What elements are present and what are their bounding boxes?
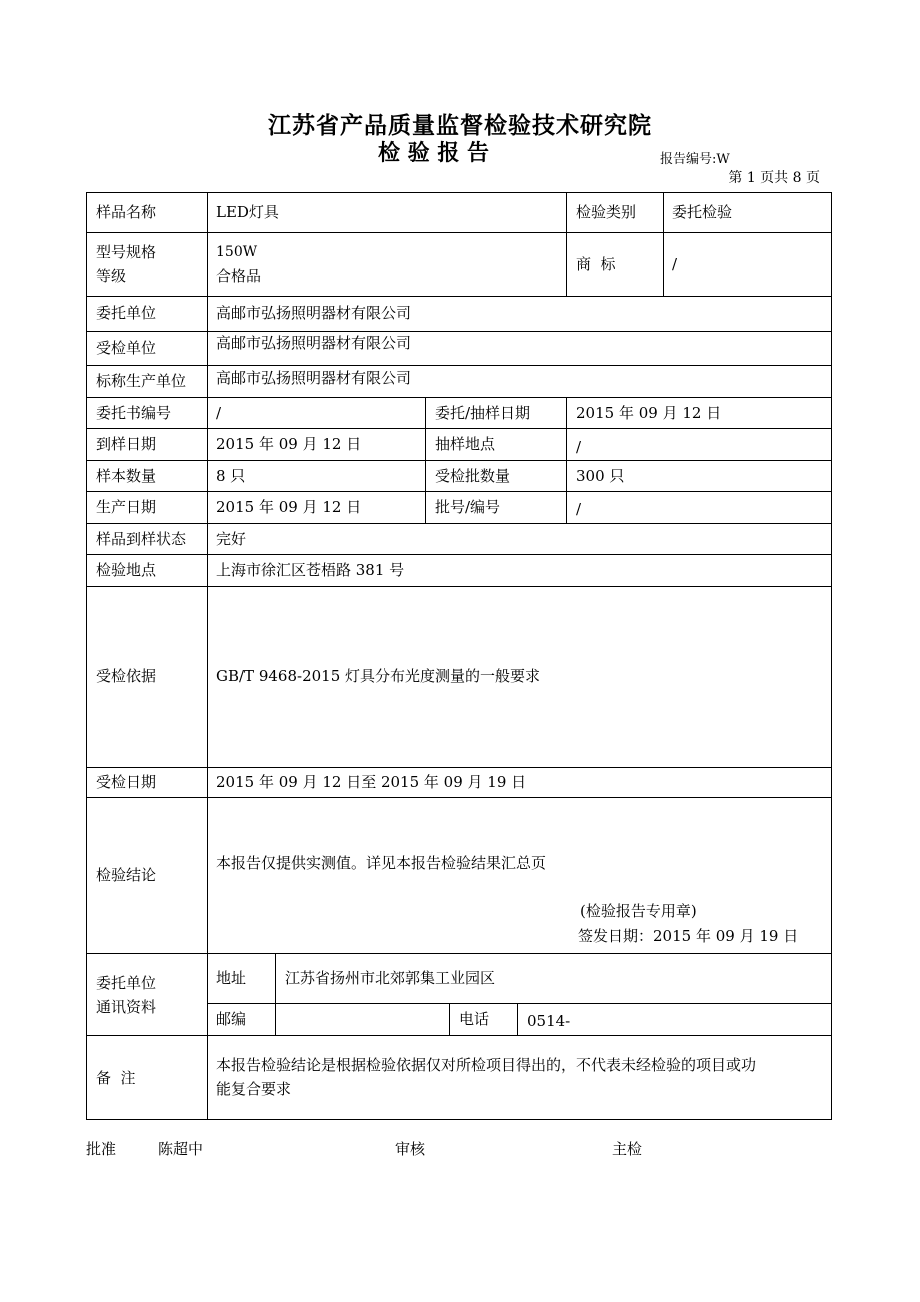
report-title: 检 验 报 告 bbox=[378, 141, 489, 166]
grade-value: 合格品 bbox=[216, 267, 262, 285]
sample-qty-value: 8 只 bbox=[216, 467, 246, 485]
contact-label: 委托单位 bbox=[96, 974, 157, 992]
batch-no-label: 批号/编号 bbox=[435, 498, 501, 516]
conclusion-label: 检验结论 bbox=[96, 866, 157, 884]
test-date-value: 2015 年 09 月 12 日至 2015 年 09 月 19 日 bbox=[216, 773, 527, 791]
inspection-type-label: 检验类别 bbox=[576, 203, 637, 221]
sample-name-value: LED灯具 bbox=[216, 203, 279, 221]
grade-label: 等级 bbox=[96, 267, 127, 285]
manufacturer-value: 高邮市弘扬照明器材有限公司 bbox=[216, 369, 412, 387]
arrival-date-value: 2015 年 09 月 12 日 bbox=[216, 435, 362, 453]
arrival-date-label: 到样日期 bbox=[96, 435, 157, 453]
sampling-place-label: 抽样地点 bbox=[435, 435, 496, 453]
issue-date: 签发日期：2015 年 09 月 19 日 bbox=[578, 927, 799, 945]
row-divider bbox=[86, 428, 832, 429]
review-label: 审核 bbox=[395, 1140, 426, 1158]
sample-state-value: 完好 bbox=[216, 530, 247, 548]
row-divider bbox=[86, 1035, 832, 1036]
production-date-value: 2015 年 09 月 12 日 bbox=[216, 498, 362, 516]
column-divider bbox=[425, 397, 426, 523]
inspected-unit-value: 高邮市弘扬照明器材有限公司 bbox=[216, 334, 412, 352]
model-value: 150W bbox=[216, 244, 258, 260]
column-divider bbox=[275, 953, 276, 1035]
sampling-date-value: 2015 年 09 月 12 日 bbox=[576, 404, 722, 422]
seal-text: (检验报告专用章) bbox=[580, 902, 697, 920]
commission-no-value: / bbox=[216, 404, 222, 422]
sample-qty-label: 样本数量 bbox=[96, 467, 157, 485]
sample-state-label: 样品到样状态 bbox=[96, 530, 187, 548]
batch-qty-label: 受检批数量 bbox=[435, 467, 511, 485]
manufacturer-label: 标称生产单位 bbox=[96, 372, 187, 390]
column-divider bbox=[207, 192, 208, 1120]
test-place-label: 检验地点 bbox=[96, 561, 157, 579]
contact-label-2: 通讯资料 bbox=[96, 998, 157, 1016]
row-divider bbox=[86, 586, 832, 587]
batch-no-value: / bbox=[576, 500, 582, 518]
inspected-unit-label: 受检单位 bbox=[96, 339, 157, 357]
row-divider bbox=[86, 460, 832, 461]
phone-value: 0514- bbox=[527, 1012, 571, 1030]
client-value: 高邮市弘扬照明器材有限公司 bbox=[216, 304, 412, 322]
column-divider bbox=[566, 192, 567, 296]
phone-label: 电话 bbox=[459, 1010, 490, 1028]
institute-name: 江苏省产品质量监督检验技术研究院 bbox=[268, 113, 652, 139]
row-divider bbox=[207, 1003, 832, 1004]
address-value: 江苏省扬州市北郊郭集工业园区 bbox=[285, 969, 496, 987]
sampling-date-label: 委托/抽样日期 bbox=[435, 404, 531, 422]
row-divider bbox=[86, 767, 832, 768]
basis-value: GB/T 9468-2015 灯具分布光度测量的一般要求 bbox=[216, 667, 541, 685]
conclusion-value: 本报告仅提供实测值。详见本报告检验结果汇总页 bbox=[216, 854, 547, 872]
chief-inspector-label: 主检 bbox=[612, 1140, 643, 1158]
page-info: 第 1 页共 8 页 bbox=[728, 170, 820, 186]
model-label: 型号规格 bbox=[96, 243, 157, 261]
production-date-label: 生产日期 bbox=[96, 498, 157, 516]
test-date-label: 受检日期 bbox=[96, 773, 157, 791]
remark-label: 备 注 bbox=[96, 1069, 136, 1087]
postcode-label: 邮编 bbox=[216, 1010, 247, 1028]
trademark-value: / bbox=[672, 255, 678, 273]
client-label: 委托单位 bbox=[96, 304, 157, 322]
batch-qty-value: 300 只 bbox=[576, 467, 625, 485]
trademark-label: 商 标 bbox=[576, 255, 616, 273]
test-place-value: 上海市徐汇区苍梧路 381 号 bbox=[216, 561, 405, 579]
sample-name-label: 样品名称 bbox=[96, 203, 157, 221]
basis-label: 受检依据 bbox=[96, 667, 157, 685]
row-divider bbox=[86, 797, 832, 798]
commission-no-label: 委托书编号 bbox=[96, 404, 172, 422]
row-divider bbox=[86, 232, 832, 233]
row-divider bbox=[86, 296, 832, 297]
report-number: 报告编号:W bbox=[660, 152, 730, 167]
approve-label: 批准 bbox=[86, 1140, 117, 1158]
row-divider bbox=[86, 331, 832, 332]
approver-name: 陈超中 bbox=[158, 1140, 204, 1158]
column-divider bbox=[566, 397, 567, 523]
remark-line-2: 能复合要求 bbox=[216, 1080, 292, 1098]
address-label: 地址 bbox=[216, 969, 247, 987]
inspection-type-value: 委托检验 bbox=[672, 203, 733, 221]
row-divider bbox=[86, 953, 832, 954]
row-divider bbox=[86, 554, 832, 555]
row-divider bbox=[86, 365, 832, 366]
column-divider bbox=[663, 192, 664, 296]
row-divider bbox=[86, 523, 832, 524]
remark-line-1: 本报告检验结论是根据检验依据仅对所检项目得出的，不代表未经检验的项目或功 bbox=[216, 1056, 757, 1074]
sampling-place-value: / bbox=[576, 438, 582, 456]
row-divider bbox=[86, 397, 832, 398]
column-divider bbox=[449, 1003, 450, 1035]
row-divider bbox=[86, 491, 832, 492]
column-divider bbox=[517, 1003, 518, 1035]
